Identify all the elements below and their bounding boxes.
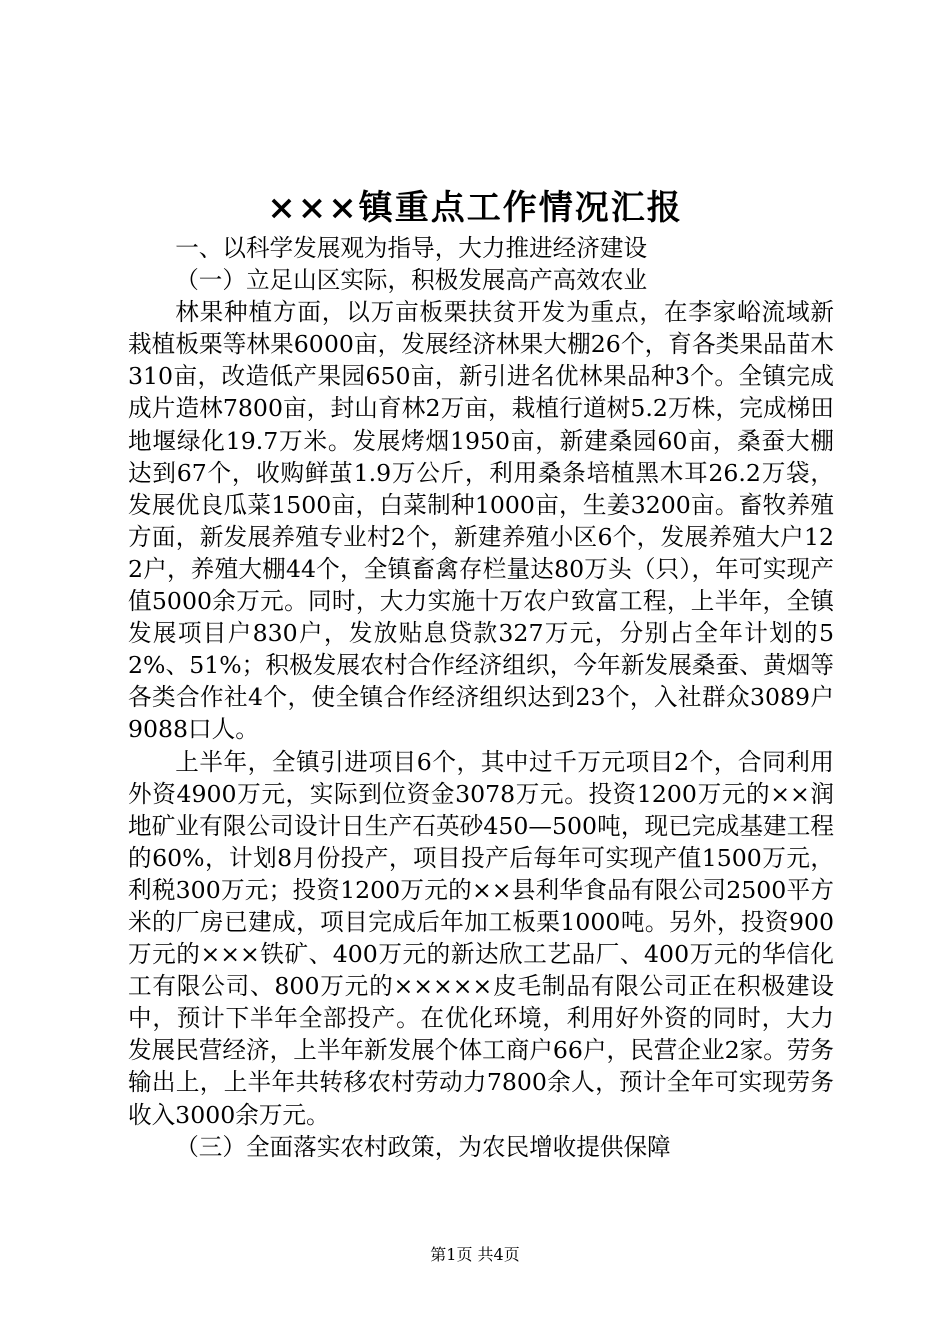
subsection-heading: （三）全面落实农村政策，为农民增收提供保障 [175, 1132, 671, 1161]
section-heading: 一、以科学发展观为指导，大力推进经济建设 [175, 234, 648, 262]
document-title: ×××镇重点工作情况汇报 [267, 188, 683, 228]
body-paragraph: 上半年，全镇引进项目6个，其中过千万元项目2个，合同利用外资4900万元，实际到位资金3078万元。投资1200万元的××润地矿业有限公司设计日生产石英砂450—500吨，现已完成基建工程的60%，计划8月份投产，项目投产后每年可实现产值1500万元，利税300万元；投资1200万元的××县利华食品有限公司2500平方米的厂房已建成，项目完成后年加工板栗1000吨。另外，投资900万元的×××铁矿、400万元的新达欣工艺品厂、400万元的华信化工有限公司、800万元的×××××皮毛制品有限公司正在积极建设中，预计下半年全部投产。在优化环境，利用好外资的同时，大力发展民营经济，上半年新发展个体工商户66户，民营企业2家。劳务输出上，上半年共转移农村劳动力7800余人，预计全年可实现劳务收入3000余万元。 [128, 747, 834, 1129]
body-paragraph: 林果种植方面，以万亩板栗扶贫开发为重点，在李家峪流域新栽植板栗等林果6000亩，发展经济林果大棚26个，育各类果品苗木310亩，改造低产果园650亩，新引进名优林果品种3个。全镇完成成片造林7800亩，封山育林2万亩，栽植行道树5.2万株，完成梯田地堰绿化19.7万米。发展烤烟1950亩，新建桑园60亩，桑蚕大棚达到67个，收购鲜茧1.9万公斤，利用桑条培植黑木耳26.2万袋，发展优良瓜菜1500亩，白菜制种1000亩，生姜3200亩。畜牧养殖方面，新发展养殖专业村2个，新建养殖小区6个，发展养殖大户122户，养殖大棚44个，全镇畜禽存栏量达80万头（只），年可实现产值5000余万元。同时，大力实施十万农户致富工程，上半年，全镇发展项目户830户，发放贴息贷款327万元，分别占全年计划的52%、51%；积极发展农村合作经济组织，今年新发展桑蚕、黄烟等各类合作社4个，使全镇合作经济组织达到23个，入社群众3089户9088口人。 [128, 298, 834, 744]
page-number-footer: 第1页 共4页 [430, 1245, 520, 1264]
subsection-heading: （一）立足山区实际，积极发展高产高效农业 [175, 266, 648, 295]
document-body [128, 232, 834, 1163]
